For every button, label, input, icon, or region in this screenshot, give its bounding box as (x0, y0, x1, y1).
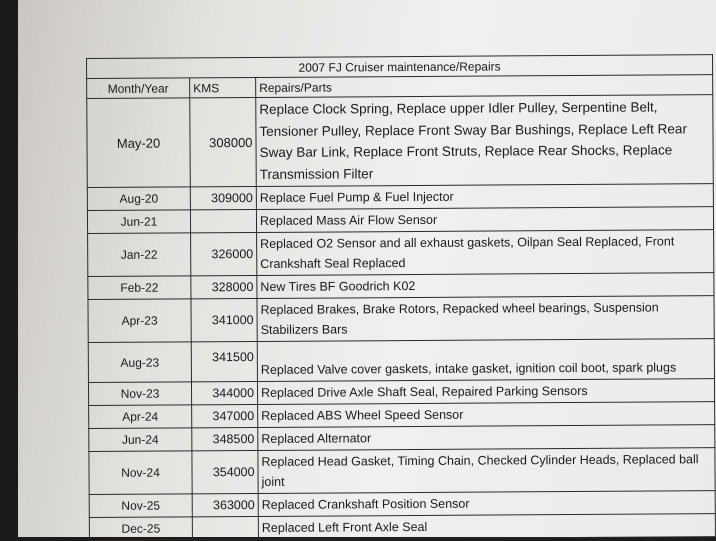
table-row (88, 339, 714, 383)
row-month: May-20 (87, 98, 191, 188)
row-month: Jan-22 (88, 233, 191, 277)
row-repairs: Replaced Mass Air Flow Sensor (256, 207, 713, 233)
table-row (87, 95, 714, 188)
row-month: Jun-24 (89, 428, 192, 452)
row-repairs: Replace Fuel Pump & Fuel Injector (256, 184, 713, 210)
row-kms: 309000 (190, 186, 256, 209)
row-kms: 326000 (191, 232, 257, 275)
table-row (88, 296, 714, 343)
row-kms (192, 516, 258, 539)
row-kms: 341500 (191, 341, 257, 381)
row-kms: 344000 (191, 381, 257, 404)
row-kms: 348500 (192, 427, 258, 450)
header-repairs: Repairs/Parts (256, 75, 713, 98)
row-repairs: Replaced ABS Wheel Speed Sensor (258, 402, 715, 428)
row-month: Nov-25 (89, 494, 192, 518)
paper-sheet (18, 0, 716, 537)
row-kms: 354000 (192, 450, 258, 493)
row-repairs: New Tires BF Goodrich K02 (257, 273, 714, 299)
row-repairs: Replaced Brakes, Brake Rotors, Repacked wheel bearings, Suspension Stabilizers Bars (257, 296, 714, 342)
row-month: Apr-24 (89, 405, 192, 429)
row-month: Jun-21 (87, 210, 190, 234)
row-month: Feb-22 (88, 276, 191, 300)
row-repairs: Replaced Alternator (258, 425, 715, 451)
row-month: Aug-23 (88, 342, 191, 383)
row-kms: 363000 (192, 493, 258, 516)
row-month: Aug-20 (87, 187, 190, 211)
row-repairs: Replaced Left Front Axle Seal (258, 514, 715, 540)
table-row (88, 230, 714, 277)
row-repairs: Replaced Drive Axle Shaft Seal, Repaired Parking Sensors (257, 379, 714, 405)
table-title: 2007 FJ Cruiser maintenance/Repairs (87, 55, 713, 79)
row-repairs: Replaced Head Gasket, Timing Chain, Checked Cylinder Heads, Replaced ball joint (258, 448, 715, 494)
row-kms: 347000 (192, 404, 258, 427)
row-repairs: Replace Clock Spring, Replace upper Idler Pulley, Serpentine Belt, Tensioner Pulley, Replace Front Sway Bar Bushings, Replace Left Rear Sway Bar Link, Replace Front Struts, Replace Rear Shocks, Replace Transmission Filter (256, 95, 714, 187)
row-repairs: Replaced Crankshaft Position Sensor (258, 491, 715, 517)
header-month: Month/Year (87, 78, 190, 99)
row-kms: 341000 (191, 298, 257, 341)
row-month: Dec-25 (89, 517, 192, 541)
row-repairs: Replaced O2 Sensor and all exhaust gaskets, Oilpan Seal Replaced, Front Crankshaft Seal Replaced (257, 230, 714, 276)
header-kms: KMS (190, 77, 256, 97)
table-row (89, 448, 715, 495)
maintenance-table (86, 54, 716, 541)
row-month: Nov-23 (88, 382, 191, 406)
row-kms: 308000 (190, 97, 257, 186)
row-month: Nov-24 (89, 451, 192, 495)
row-kms (190, 209, 256, 232)
row-month: Apr-23 (88, 299, 191, 343)
table-row (89, 514, 715, 541)
row-repairs: Replaced Valve cover gaskets, intake gasket, ignition coil boot, spark plugs (257, 339, 714, 382)
row-kms: 328000 (191, 275, 257, 298)
